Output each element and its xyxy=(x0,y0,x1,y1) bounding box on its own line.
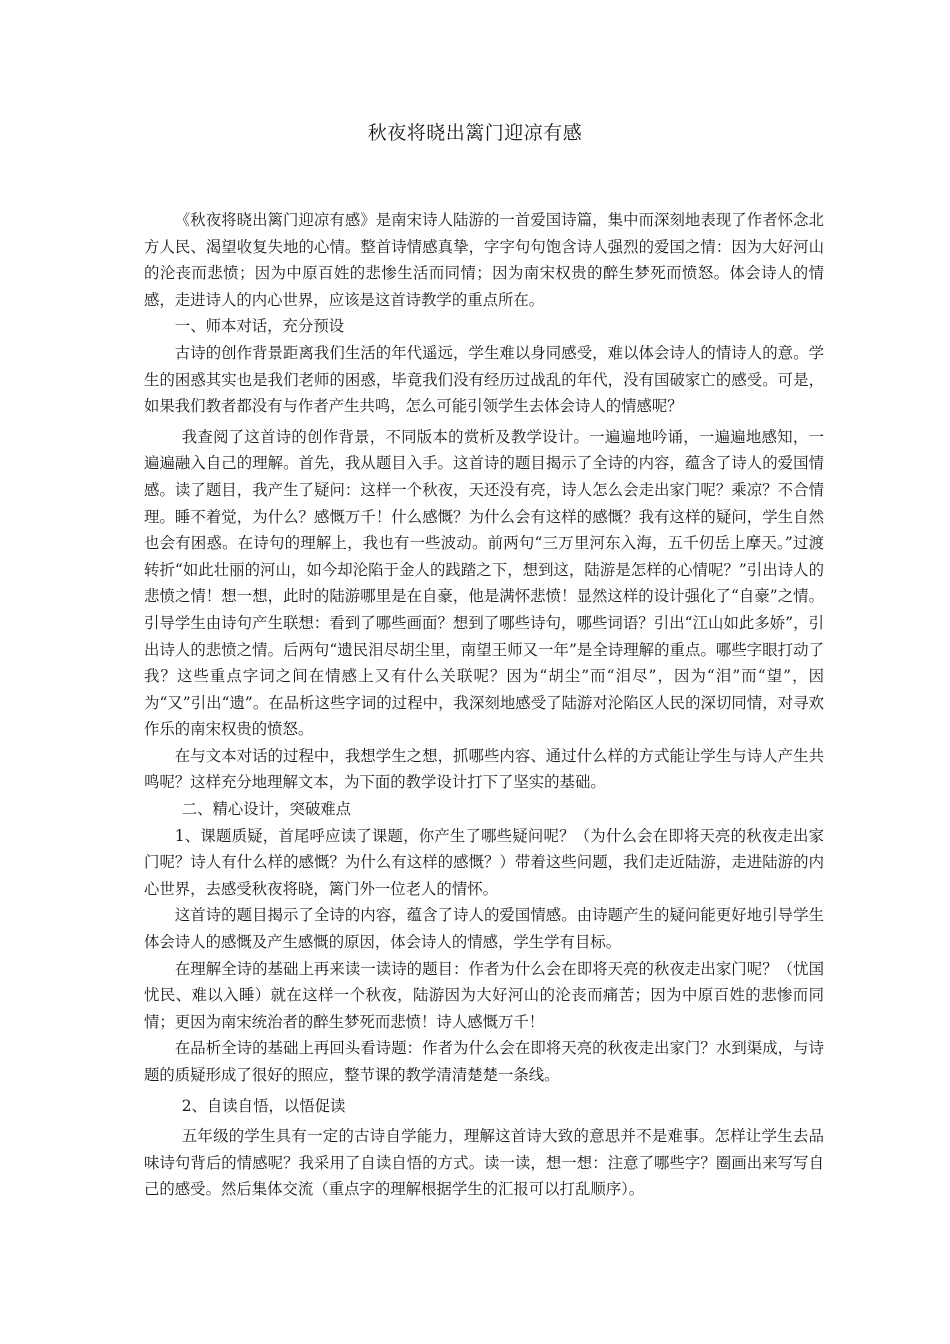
paragraph-research: 我查阅了这首诗的创作背景，不同版本的赏析及教学设计。一遍遍地吟诵，一遍遍地感知，一遍遍融入自己的理解。首先，我从题目入手。这首诗的题目揭示了全诗的内容，蕴含了诗人的爱国情感。读了题目，我产生了疑问：这样一个秋夜，天还没有亮，诗人怎么会走出家门呢？乘凉？不合情理。睡不着觉，为什么？感慨万千！什么感慨？为什么会有这样的感慨？我有这样的疑问，学生自然也会有困惑。在诗句的理解上，我也有一些波动。前两句“三万里河东入海，五千仞岳上摩天。”过渡转折“如此壮丽的河山，如今却沦陷于金人的践踏之下，想到这，陆游是怎样的心情呢？”引出诗人的悲愤之情！想一想，此时的陆游哪里是在自豪，他是满怀悲愤！显然这样的设计强化了“自豪”之情。引导学生由诗句产生联想：看到了哪些画面？想到了哪些诗句，哪些词语？引出“江山如此多娇”，引出诗人的悲愤之情。后两句“遗民泪尽胡尘里，南望王师又一年”是全诗理解的重点。哪些字眼打动了我？这些重点字词之间在情感上又有什么关联呢？因为“胡尘”而“泪尽”，因为“泪”而“望”，因为“又”引出“遗”。在品析这些字词的过程中，我深刻地感受了陆游对沦陷区人民的深切同情，对寻欢作乐的南宋权贵的愤怒。 xyxy=(144,427,824,739)
subsection-heading-2: 2、自读自悟，以悟促读 xyxy=(181,1096,346,1115)
paragraph-item-1: 1、课题质疑，首尾呼应读了课题，你产生了哪些疑问呢？（为什么会在即将天亮的秋夜走出家门呢？诗人有什么样的感慨？为什么有这样的感慨？）带着这些问题，我们走近陆游，走进陆游的内心世界，去感受秋夜将晓，篱门外一位老人的情怀。 xyxy=(144,826,824,898)
paragraph-title-meaning: 这首诗的题目揭示了全诗的内容，蕴含了诗人的爱国情感。由诗题产生的疑问能更好地引导学生体会诗人的感慨及产生感慨的原因，体会诗人的情感，学生学有目标。 xyxy=(144,906,824,952)
section-heading-2: 二、精心设计，突破难点 xyxy=(181,800,352,819)
paragraph-self-study: 五年级的学生具有一定的古诗自学能力，理解这首诗大致的意思并不是难事。怎样让学生去品味诗句背后的情感呢？我采用了自读自悟的方式。读一读，想一想：注意了哪些字？圈画出来写写自己的感受。然后集体交流（重点字的理解根据学生的汇报可以打乱顺序）。 xyxy=(144,1127,824,1199)
paragraph-reread-title: 在理解全诗的基础上再来读一读诗的题目：作者为什么会在即将天亮的秋夜走出家门呢？（忧国忧民、难以入睡）就在这样一个秋夜，陆游因为大好河山的沦丧而痛苦；因为中原百姓的悲惨而同情；更因为南宋统治者的醉生梦死而悲愤！诗人感慨万千！ xyxy=(144,959,824,1031)
paragraph-review-title: 在品析全诗的基础上再回头看诗题：作者为什么会在即将天亮的秋夜走出家门？水到渠成，与诗题的质疑形成了很好的照应，整节课的教学清清楚楚一条线。 xyxy=(144,1039,824,1084)
document-body xyxy=(144,207,824,1203)
document-title: 秋夜将晓出篱门迎凉有感 xyxy=(367,122,583,144)
paragraph-intro: 《秋夜将晓出篱门迎凉有感》是南宋诗人陆游的一首爱国诗篇，集中而深刻地表现了作者怀念北方人民、渴望收复失地的心情。整首诗情感真挚，字字句句饱含诗人强烈的爱国之情：因为大好河山的沦丧而悲愤；因为中原百姓的悲惨生活而同情；因为南宋权贵的醉生梦死而愤怒。体会诗人的情感，走进诗人的内心世界，应该是这首诗教学的重点所在。 xyxy=(144,211,824,309)
paragraph-dialogue: 在与文本对话的过程中，我想学生之想，抓哪些内容、通过什么样的方式能让学生与诗人产生共鸣呢？这样充分地理解文本，为下面的教学设计打下了坚实的基础。 xyxy=(144,746,824,792)
paragraph-background: 古诗的创作背景距离我们生活的年代遥远，学生难以身同感受，难以体会诗人的情诗人的意。学生的困惑其实也是我们老师的困惑，毕竟我们没有经历过战乱的年代，没有国破家亡的感受。可是，如果我们教者都没有与作者产生共鸣，怎么可能引领学生去体会诗人的情感呢？ xyxy=(144,343,824,416)
section-heading-1: 一、师本对话，充分预设 xyxy=(174,317,345,336)
